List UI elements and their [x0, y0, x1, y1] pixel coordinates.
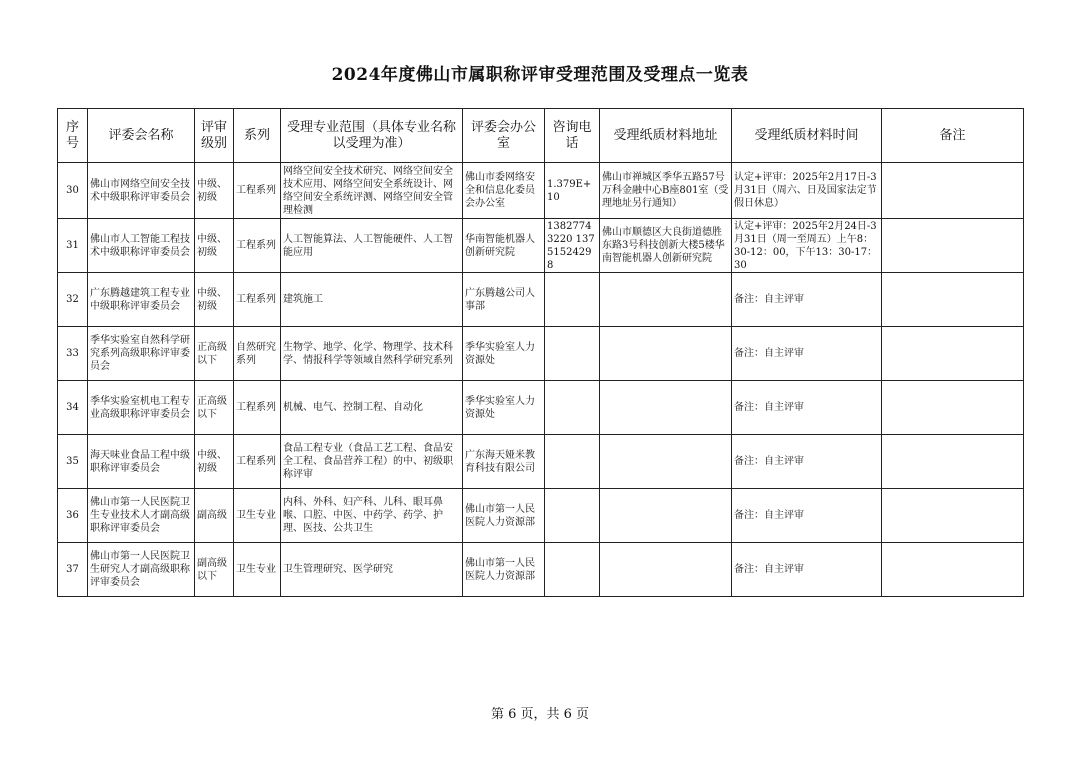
- committee-table: [57, 108, 1024, 597]
- table-row: [58, 273, 1024, 327]
- cell-no: 30: [58, 163, 88, 219]
- header-committee: 评委会名称: [88, 109, 195, 163]
- header-phone: 咨询电话: [545, 109, 600, 163]
- cell-remark: [882, 543, 1024, 597]
- cell-committee: 佛山市第一人民医院卫生专业技术人才副高级职称评审委员会: [88, 489, 195, 543]
- cell-time: 备注：自主评审: [732, 327, 882, 381]
- cell-committee: 佛山市第一人民医院卫生研究人才副高级职称评审委员会: [88, 543, 195, 597]
- cell-scope: 卫生管理研究、医学研究: [281, 543, 463, 597]
- header-no: 序号: [58, 109, 88, 163]
- cell-no: 31: [58, 219, 88, 273]
- cell-time: 认定+评审：2025年2月17日-3月31日（周六、日及国家法定节假日休息）: [732, 163, 882, 219]
- cell-phone: 1.379E+10: [545, 163, 600, 219]
- cell-office: 广东海天娅米教育科技有限公司: [463, 435, 545, 489]
- cell-office: 佛山市第一人民医院人力资源部: [463, 543, 545, 597]
- cell-phone: [545, 381, 600, 435]
- cell-series: 工程系列: [234, 163, 281, 219]
- cell-remark: [882, 273, 1024, 327]
- cell-committee: 海天味业食品工程中级职称评审委员会: [88, 435, 195, 489]
- cell-office: 季华实验室人力资源处: [463, 327, 545, 381]
- cell-no: 34: [58, 381, 88, 435]
- cell-phone: [545, 435, 600, 489]
- cell-address: [600, 435, 732, 489]
- header-scope: 受理专业范围（具体专业名称以受理为准）: [281, 109, 463, 163]
- cell-remark: [882, 489, 1024, 543]
- header-series: 系列: [234, 109, 281, 163]
- cell-level: 正高级以下: [195, 327, 234, 381]
- cell-level: 副高级以下: [195, 543, 234, 597]
- cell-phone: [545, 327, 600, 381]
- header-time: 受理纸质材料时间: [732, 109, 882, 163]
- cell-committee: 广东腾越建筑工程专业中级职称评审委员会: [88, 273, 195, 327]
- header-address: 受理纸质材料地址: [600, 109, 732, 163]
- page-footer: 第 6 页，共 6 页: [490, 707, 590, 722]
- cell-committee: 佛山市网络空间安全技术中级职称评审委员会: [88, 163, 195, 219]
- cell-scope: 人工智能算法、人工智能硬件、人工智能应用: [281, 219, 463, 273]
- cell-series: 卫生专业: [234, 543, 281, 597]
- cell-time: 备注：自主评审: [732, 435, 882, 489]
- cell-committee: 佛山市人工智能工程技术中级职称评审委员会: [88, 219, 195, 273]
- cell-scope: 食品工程专业（食品工艺工程、食品安全工程、食品营养工程）的中、初级职称评审: [281, 435, 463, 489]
- cell-remark: [882, 163, 1024, 219]
- cell-phone: [545, 489, 600, 543]
- cell-no: 35: [58, 435, 88, 489]
- cell-scope: 网络空间安全技术研究、网络空间安全技术应用、网络空间安全系统设计、网络空间安全系统评测、网络空间安全管理检测: [281, 163, 463, 219]
- table-row: [58, 489, 1024, 543]
- cell-series: 卫生专业: [234, 489, 281, 543]
- cell-scope: 生物学、地学、化学、物理学、技术科学、情报科学等领域自然科学研究系列: [281, 327, 463, 381]
- cell-committee: 季华实验室自然科学研究系列高级职称评审委员会: [88, 327, 195, 381]
- table-row: [58, 543, 1024, 597]
- cell-no: 36: [58, 489, 88, 543]
- cell-address: [600, 489, 732, 543]
- cell-scope: 内科、外科、妇产科、儿科、眼耳鼻喉、口腔、中医、中药学、药学、护理、医技、公共卫生: [281, 489, 463, 543]
- cell-level: 中级、初级: [195, 273, 234, 327]
- cell-level: 中级、初级: [195, 163, 234, 219]
- cell-time: 备注：自主评审: [732, 543, 882, 597]
- table-row: [58, 219, 1024, 273]
- cell-phone: [545, 543, 600, 597]
- cell-remark: [882, 435, 1024, 489]
- cell-remark: [882, 381, 1024, 435]
- cell-remark: [882, 327, 1024, 381]
- cell-level: 正高级以下: [195, 381, 234, 435]
- cell-level: 中级、初级: [195, 435, 234, 489]
- cell-time: 认定+评审：2025年2月24日-3月31日（周一至周五）上午8：30-12：00，下午13：30-17：30: [732, 219, 882, 273]
- cell-office: 佛山市第一人民医院人力资源部: [463, 489, 545, 543]
- page-title: 2024年度佛山市属职称评审受理范围及受理点一览表: [331, 65, 749, 85]
- cell-office: 季华实验室人力资源处: [463, 381, 545, 435]
- cell-address: 佛山市顺德区大良街道德胜东路3号科技创新大楼5楼华南智能机器人创新研究院: [600, 219, 732, 273]
- cell-no: 33: [58, 327, 88, 381]
- header-level: 评审级别: [195, 109, 234, 163]
- cell-time: 备注：自主评审: [732, 273, 882, 327]
- cell-level: 中级、初级: [195, 219, 234, 273]
- header-remark: 备注: [882, 109, 1024, 163]
- cell-level: 副高级: [195, 489, 234, 543]
- table-row: [58, 163, 1024, 219]
- cell-time: 备注：自主评审: [732, 381, 882, 435]
- cell-address: [600, 543, 732, 597]
- cell-series: 自然研究系列: [234, 327, 281, 381]
- table-row: [58, 435, 1024, 489]
- cell-committee: 季华实验室机电工程专业高级职称评审委员会: [88, 381, 195, 435]
- cell-no: 32: [58, 273, 88, 327]
- table-header-row: [58, 109, 1024, 163]
- cell-series: 工程系列: [234, 219, 281, 273]
- cell-time: 备注：自主评审: [732, 489, 882, 543]
- cell-address: [600, 327, 732, 381]
- cell-address: 佛山市禅城区季华五路57号万科金融中心B座801室（受理地址另行通知）: [600, 163, 732, 219]
- cell-scope: 机械、电气、控制工程、自动化: [281, 381, 463, 435]
- header-office: 评委会办公室: [463, 109, 545, 163]
- cell-office: 华南智能机器人创新研究院: [463, 219, 545, 273]
- table-row: [58, 381, 1024, 435]
- cell-scope: 建筑施工: [281, 273, 463, 327]
- cell-series: 工程系列: [234, 435, 281, 489]
- cell-series: 工程系列: [234, 381, 281, 435]
- cell-no: 37: [58, 543, 88, 597]
- cell-remark: [882, 219, 1024, 273]
- cell-office: 广东腾越公司人事部: [463, 273, 545, 327]
- cell-series: 工程系列: [234, 273, 281, 327]
- cell-office: 佛山市委网络安全和信息化委员会办公室: [463, 163, 545, 219]
- cell-address: [600, 381, 732, 435]
- cell-phone: 13827743220 13751524298: [545, 219, 600, 273]
- cell-phone: [545, 273, 600, 327]
- cell-address: [600, 273, 732, 327]
- table-row: [58, 327, 1024, 381]
